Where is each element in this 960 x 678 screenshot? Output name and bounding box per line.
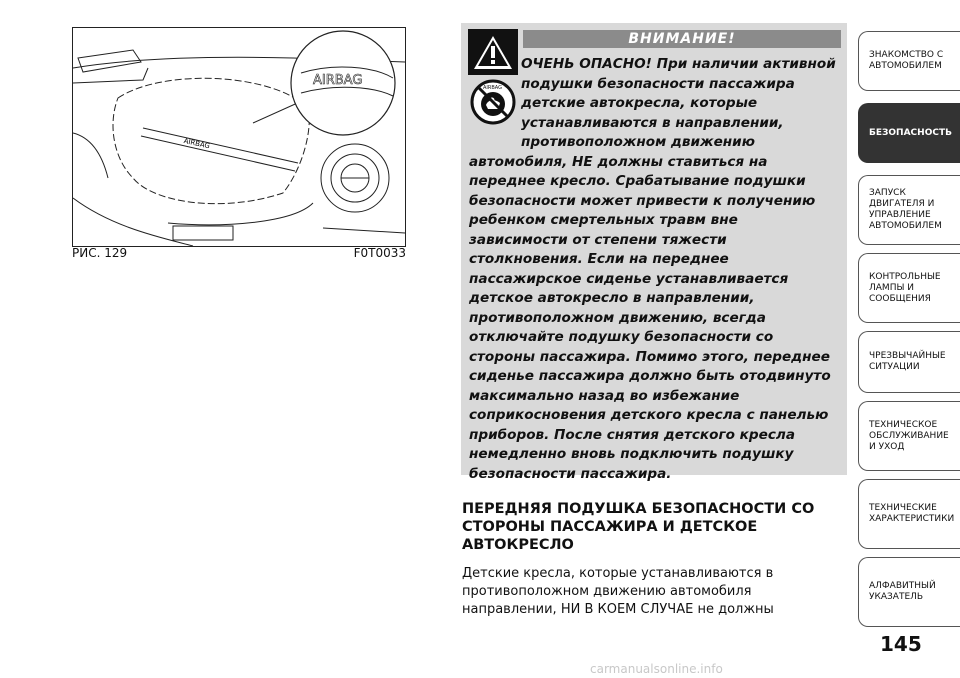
airbag-small-label: AIRBAG (182, 137, 211, 151)
tab-starting-driving[interactable]: ЗАПУСК ДВИГАТЕЛЯ И УПРАВЛЕНИЕ АВТОМОБИЛЕМ (858, 175, 960, 245)
tab-emergency[interactable]: ЧРЕЗВЫЧАЙНЫЕ СИТУАЦИИ (858, 331, 960, 393)
tab-index[interactable]: АЛФАВИТНЫЙ УКАЗАТЕЛЬ (858, 557, 960, 627)
page-number: 145 (880, 632, 922, 656)
figure-number: РИС. 129 (72, 246, 128, 260)
dashboard-illustration (73, 28, 405, 246)
tab-warning-lights[interactable]: КОНТРОЛЬНЫЕ ЛАМПЫ И СООБЩЕНИЯ (858, 253, 960, 323)
tab-specifications[interactable]: ТЕХНИЧЕСКИЕ ХАРАКТЕРИСТИКИ (858, 479, 960, 549)
section-body: Детские кресла, которые устанавливаются в противоположном движению автомобиля направлении, НИ В КОЕМ СЛУЧАЕ не должны (462, 566, 774, 617)
tab-maintenance[interactable]: ТЕХНИЧЕСКОЕ ОБСЛУЖИВАНИЕ И УХОД (858, 401, 960, 471)
tab-introduction[interactable]: ЗНАКОМСТВО С АВТОМОБИЛЕМ (858, 31, 960, 91)
airbag-large-label: AIRBAG (313, 73, 363, 88)
warning-box (461, 23, 847, 482)
figure-code: F0T0033 (353, 246, 406, 260)
no-child-icon-label: AIRBAG (483, 85, 503, 91)
tab-safety[interactable]: БЕЗОПАСНОСТЬ (858, 103, 960, 163)
airbag-figure (72, 27, 406, 247)
warning-header: ВНИМАНИЕ! (523, 30, 841, 48)
section-title: ПЕРЕДНЯЯ ПОДУШКА БЕЗОПАСНОСТИ СО СТОРОНЫ ПАССАЖИРА И ДЕТСКОЕ АВТОКРЕСЛО (462, 501, 815, 553)
watermark: carmanualsonline.info (590, 662, 723, 676)
warning-text: ОЧЕНЬ ОПАСНО! При наличии активной подушки безопасности пассажира детские автокресла, которые устанавливаются в направлении, противоположном движению автомобиля, НЕ должны ставиться на переднее кресло. Срабатывание подушки безопасности может привести к получению ребенком смертельных травм вне зависимости от степени тяжести столкновения. Если на переднее пассажирское сиденье устанавливается детское автокресло в направлении, противоположном движению, всегда отключайте подушку безопасности со стороны пассажира. Помимо этого, переднее сиденье пассажира должно быть отодвинуто максимально назад во избежание соприкосновения детского кресла с панелью приборов. После снятия детского кресла немедленно вновь подключить подушку безопасности пассажира. (469, 56, 836, 482)
